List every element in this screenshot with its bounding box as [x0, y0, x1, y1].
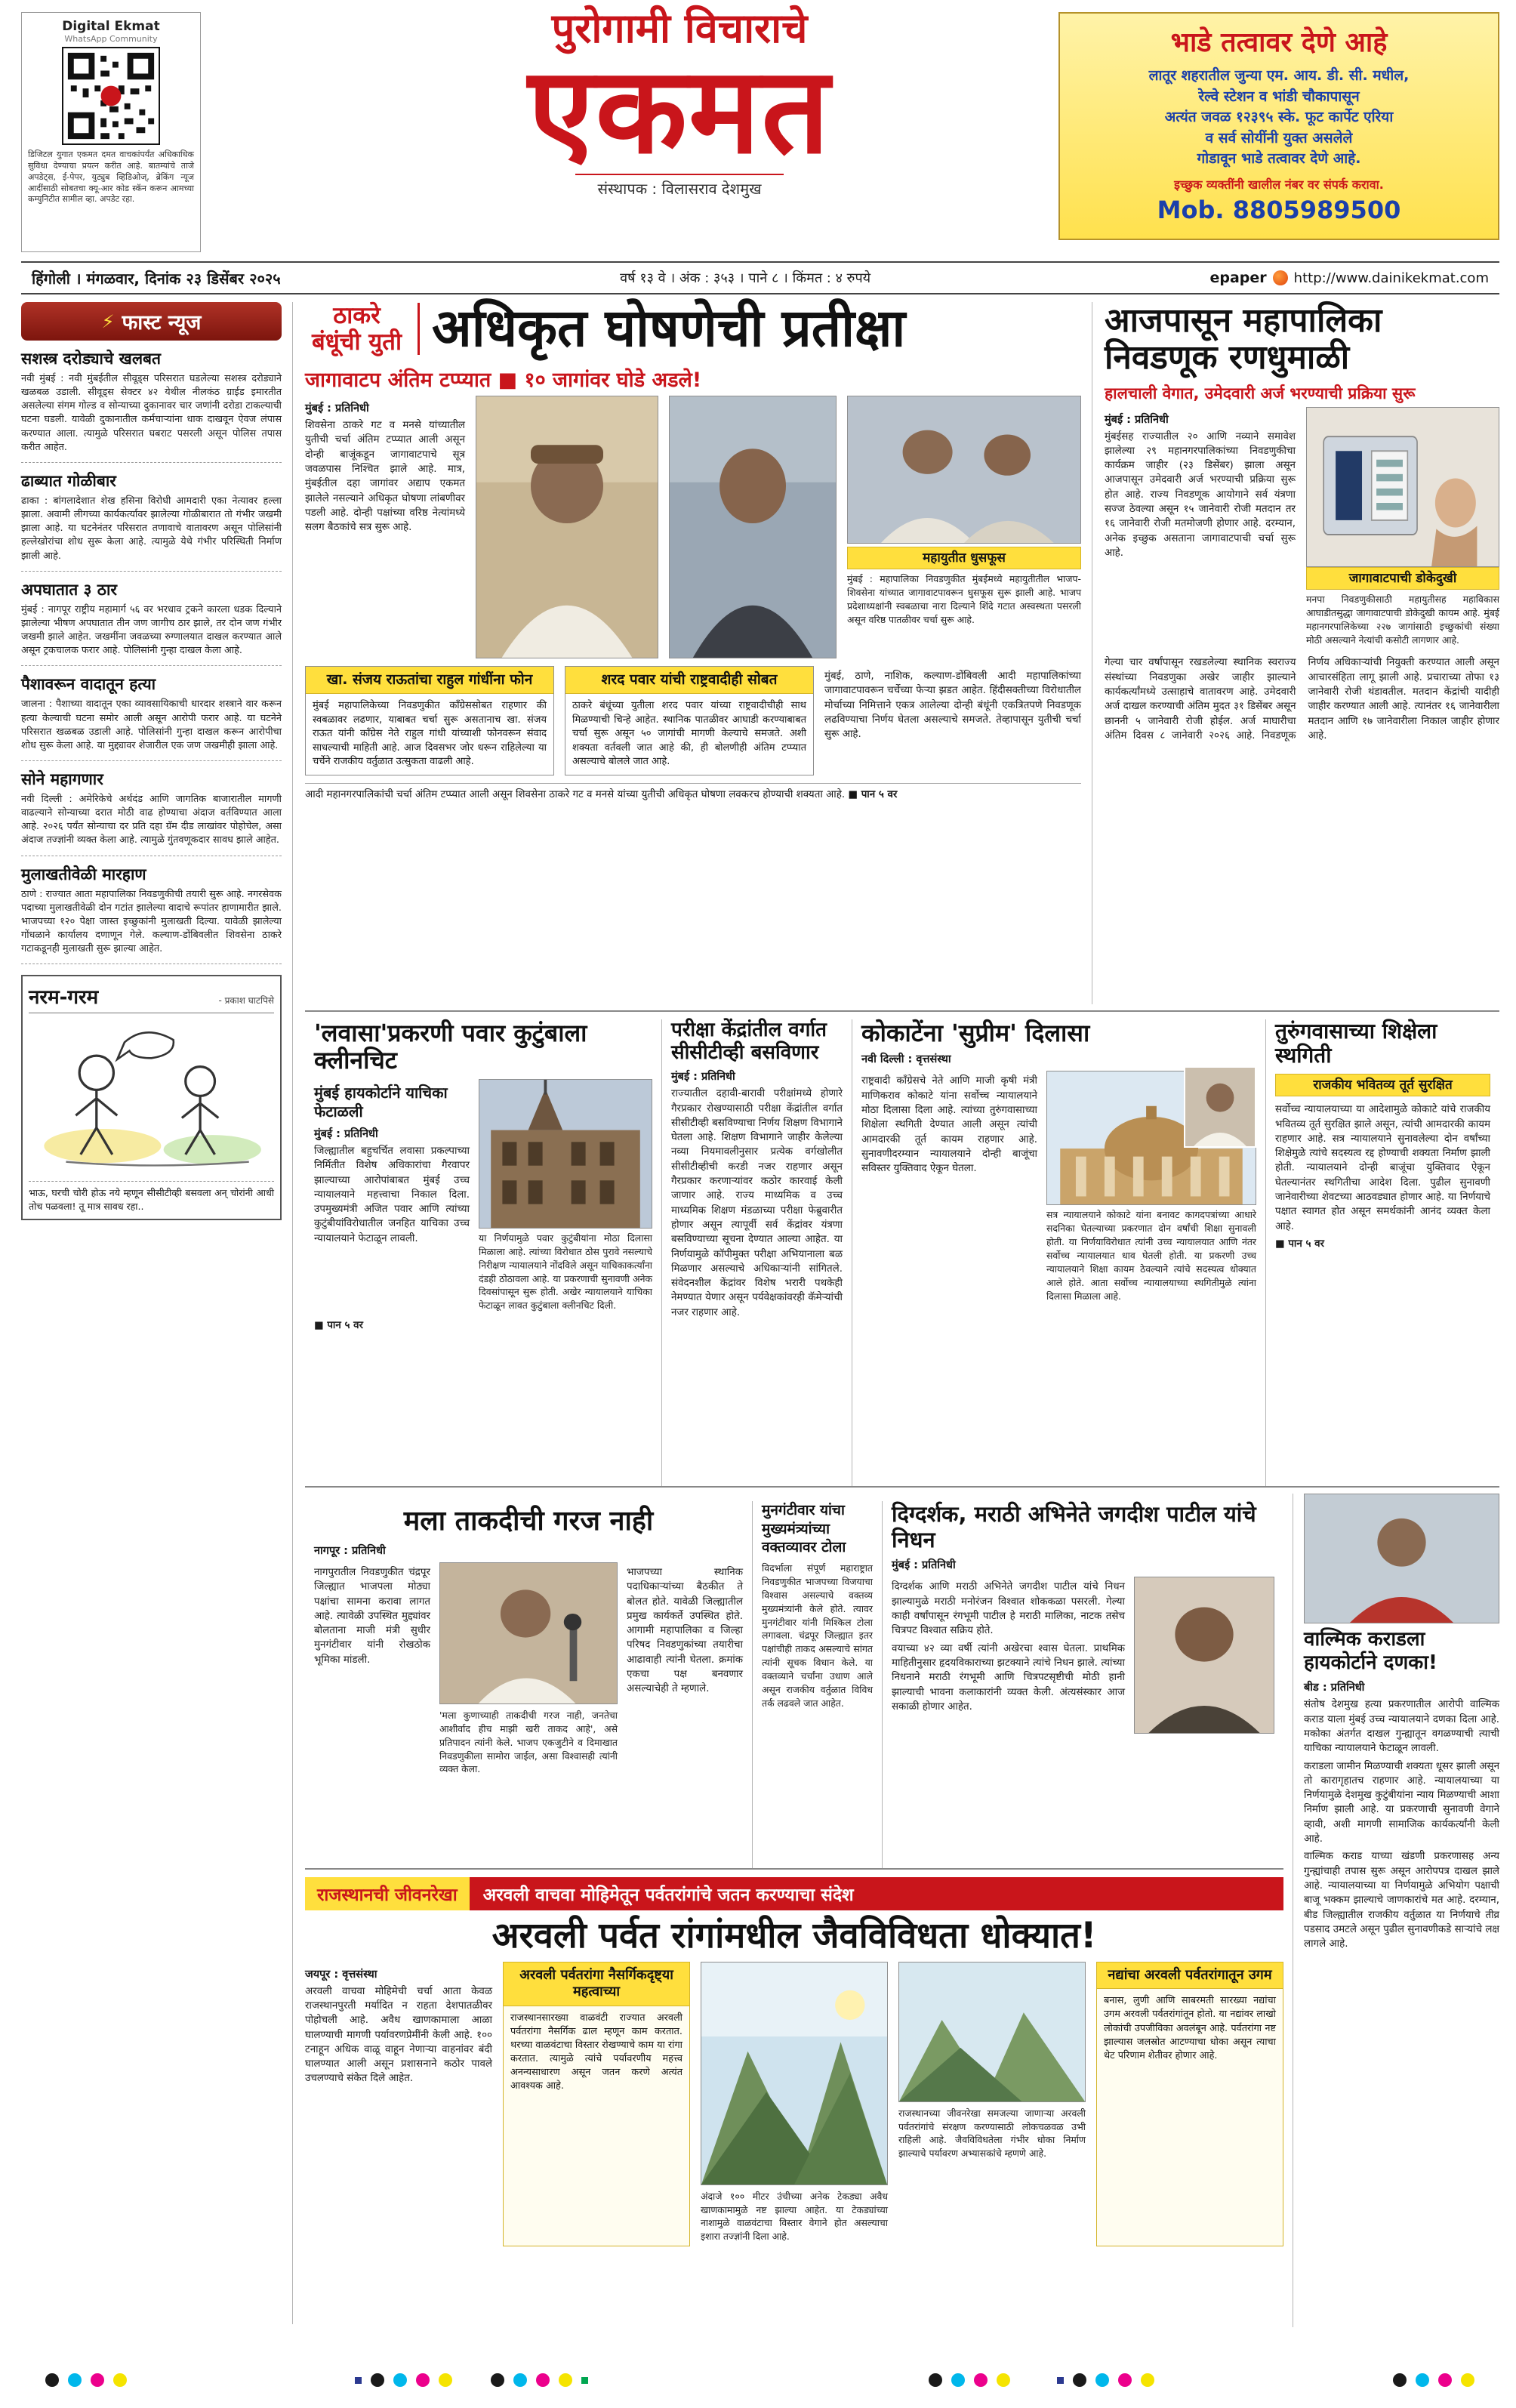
cctv-article: [661, 1019, 852, 1486]
aravali-article: [305, 1877, 1283, 2327]
aravali-strip: [305, 1877, 1283, 1910]
aravali-rivers-box: [1096, 1962, 1283, 2246]
masthead-tagline: पुरोगामी विचाराचे: [551, 5, 808, 52]
obituary-article: [882, 1501, 1283, 1868]
color-registration-marks: [491, 2373, 588, 2387]
civic-byline: मुंबई : प्रतिनिधी: [1105, 413, 1169, 426]
aravali-box-body: राजस्थानसारख्या वाळवंटी राज्यात अरवली पर्वतरांगा नैसर्गिक ढाल म्हणून काम करतात. थरच्या वाळवंटाचा विस्तार रोखण्याचे काम या रांगा करतात. त्यामुळे त्यांचे पर्यावरणीय महत्त्व अनन्यसाधारण असून जतन करणे अत्यंत आवश्यक आहे.: [510, 2012, 683, 2092]
aravali-body: अरवली वाचवा मोहिमेची चर्चा आता केवळ राजस्थानपुरती मर्यादित न राहता देशपातळीवर पोहोचली आहे. अवैध खाणकामाला आळा घालण्याची मागणी पर्यावरणप्रेमींनी केली आहे. १०० टनाहून अधिक वाळू वाहून नेणाऱ्या वाहनांवर बंदी घालण्यात आली असून प्रशासनाने कठोर पावले उचलण्याचे संकेत दिले आहेत.: [305, 1985, 492, 2085]
color-registration-marks: [45, 2373, 127, 2387]
municipal-election-article: [1092, 302, 1499, 1004]
masthead-founder-line: संस्थापक : विलासराव देशमुख: [575, 174, 784, 199]
strength-byline: नागपूर : प्रतिनिधी: [314, 1545, 386, 1557]
civic-body-continued: गेल्या चार वर्षांपासून रखडलेल्या स्थानिक स्वराज्य संस्थांच्या निवडणुका अखेर जाहीर झाल्याने कार्यकर्त्यांमध्ये उत्साहाचे वातावरण आहे. उमेदवारी अर्ज दाखल करण्याची अंतिम मुदत ३१ डिसेंबर असून छाननी ५ जानेवारी रोजी होईल. अर्ज माघारीचा अंतिम दिवस ८ जानेवारी २०२६ आहे. निवडणूक निर्णय अधिकाऱ्यांची नियुक्ती करण्यात आली असून आचारसंहिता लागू झाली आहे. प्रचाराच्या तोफा १३ जानेवारी रोजी थंडावतील. मतदान केंद्रांची यादीही जाहीर करण्यात आली आहे. त्यानंतर १६ जानेवारीला मतदान आणि १७ जानेवारीला निकाल जाहीर होणार आहे.: [1105, 657, 1499, 742]
fast-news-item: [21, 572, 282, 667]
sub-story-body: मुंबई महापालिकेच्या निवडणुकीत काँग्रेससोबत राहणार की स्वबळावर लढणार, याबाबत चर्चा सुरू असतानाच खा. संजय राऊत यांनी काँग्रेस नेते राहुल गांधी यांच्याशी फोनवरून संवाद साधल्याची माहिती आहे. आज दिवसभर जोर धरून राहिलेल्या या चर्चेने राजकीय वर्तुळात उत्सुकता वाढली आहे.: [313, 700, 547, 768]
ad-mobile-number: Mob. 8805989500: [1157, 195, 1401, 224]
color-registration-marks: [355, 2373, 452, 2387]
karad-article: [1293, 1494, 1499, 2327]
fast-news-body: नवी मुंबई : नवी मुंबईतील सीवूड्स परिसरात घडलेल्या सशस्त्र दरोड्याने खळबळ उडाली. सीवूड्स सेक्टर ४२ येथील नीलकंठ ग्राईड इमारतीत असलेल्या संगम गोल्ड व सोन्याच्या दुकानावर चार जणांनी दरोडा टाकल्याची घटना घडली. यावेळी दुकानातील कर्मचाऱ्यांना धाक दाखवून ऐवज लंपास करण्यात आला. त्यामुळे परिसरात घबराट पसरली असून पोलिस तपास करीत आहेत.: [21, 373, 282, 453]
sub-story-raut-phone: [305, 666, 554, 775]
portrait-silhouette: [670, 396, 836, 658]
lead-body: शिवसेना ठाकरे गट व मनसे यांच्यातील युतीची चर्चा अंतिम टप्प्यात आली असून दोन्ही बाजूंकडून जागावाटपाचे सूत्र जवळपास निश्चित झाले आहे. मात्र, मुंबईतील दहा जागांवर अद्याप एकमत झालेले नसल्याने अधिकृत घोषणा लांबणीवर पडली आहे. दोन्ही पक्षांच्या वरिष्ठ नेत्यांमध्ये सलग बैठकांचे सत्र सुरू आहे.: [305, 420, 465, 534]
fast-news-body: ढाका : बांगलादेशात शेख हसिना विरोधी आमदारी एका नेत्यावर हल्ला झाला. अवामी लीगच्या कार्यकर्त्यावर झालेल्या गोळीबारात तो गंभीर जखमी झाला आहे. या घटनेनंतर परिसरात तणावाचे वातावरण असून पोलिसांनी हल्लेखोरांचा शोध सुरू केला आहे. त्यामुळे येथे गंभीर परिस्थिती निर्माण झाली आहे.: [21, 495, 282, 562]
fast-news-sidebar: [21, 302, 293, 2324]
epaper-label: epaper: [1209, 270, 1267, 286]
lead-footer-text: आदी महानगरपालिकांची चर्चा अंतिम टप्प्यात आली असून शिवसेना ठाकरे गट व मनसे यांच्या युतीची अधिकृत घोषणा लवकरच होण्याची शक्यता आहे.: [305, 788, 846, 800]
kokate-body-continued: सत्र न्यायालयाने कोकाटे यांना बनावट कागदपत्रांच्या आधारे सदनिका घेतल्याच्या प्रकरणात दोन वर्षांची शिक्षा सुनावली होती. या निर्णयाविरोधात त्यांनी उच्च न्यायालयात आणि नंतर सर्वोच्च न्यायालयात धाव घेतली होती. या प्रकरणी उच्च न्यायालयाने शिक्षा कायम ठेवल्याने त्यांचे सदस्यत्व धोक्यात आले होते. आता सर्वोच्च न्यायालयाच्या स्थगितीमुळे त्यांना दिलासा मिळाला आहे.: [1046, 1209, 1256, 1302]
cctv-headline: परीक्षा केंद्रांतील वर्गात सीसीटीव्ही बसविणार: [671, 1019, 827, 1064]
civic-subhead: हालचाली वेगात, उमेदवारी अर्ज भरण्याची प्रक्रिया सुरू: [1105, 384, 1416, 402]
lead-byline: मुंबई : प्रतिनिधी: [305, 402, 369, 415]
photo-sudhir-munguntiwar: [439, 1562, 618, 1704]
photo-high-court-building: [479, 1079, 652, 1229]
strength-body: नागपुरातील निवडणुकीत चंद्रपूर जिल्ह्यात भाजपला मोठ्या पक्षांचा सामना करावा लागत आहे. त्यावेळी उपस्थित मुद्द्यांवर बोलताना माजी मंत्री सुधीर मुनगंटीवार यांनी रोखठोक भूमिका मांडली.: [314, 1567, 430, 1666]
taunt-body: विदर्भाला संपूर्ण महाराष्ट्रात निवडणुकीत भाजपच्या विजयाचा विश्वास असल्याचे वक्तव्य मुख्यमंत्र्यांनी केले होते. त्यावर मुनगंटीवार यांनी मिश्किल टोला लगावला. चंद्रपूर जिल्ह्यात इतर पक्षांचीही ताकद असल्याचे सांगत त्यांनी सूचक विधान केले. या वक्तव्याने चर्चांना उधाण आले असून राजकीय वर्तुळात विविध तर्क लढवले जात आहेत.: [762, 1562, 873, 1709]
epaper-globe-icon: [1273, 270, 1288, 285]
digital-box-subtitle: WhatsApp Community: [64, 34, 158, 44]
evm-photo-note: मनपा निवडणुकीसाठी महायुतीसह महाविकास आघाडीतसुद्धा जागावाटपाची डोकेदुखी कायम आहे. मुंबई महानगरपालिकेच्या २२७ जागांसाठी इच्छुकांची संख्या मोठी असल्याने नेत्यांची कसोटी लागणार आहे.: [1306, 593, 1499, 646]
jump-to-page: ■ पान ५ वर: [1275, 1238, 1325, 1250]
lavasa-body-continued: या निर्णयामुळे पवार कुटुंबीयांना मोठा दिलासा मिळाला आहे. त्यांच्या विरोधात ठोस पुरावे नसल्याचे निरीक्षण न्यायालयाने नोंदविले असून याचिकाकर्त्यांना दंडही ठोठावला आहे. या प्रकरणाची सुनावणी अनेक दिवसांपासून सुरू होती. अखेर न्यायालयाने याचिका फेटाळून लावत कुटुंबाला क्लीनचिट दिली.: [479, 1232, 652, 1312]
two-person-silhouette: [848, 396, 1080, 543]
cartoon-title: नरम-गरम: [29, 986, 99, 1010]
digital-box-body: डिजिटल युगात एकमत दमत वाचकांपर्यंत अधिकाधिक सुविधा देण्याचा प्रयत्न करीत आहे. बातम्यांचे ताजे अपडेट्स, ई-पेपर, युट्युब व्हिडिओज्, ब्रेकिंग न्यूज आदींसाठी सोबतचा क्यू-आर कोड स्कॅन करून आमच्या कम्युनिटीत सामील व्हा. अपडेट रहा.: [28, 150, 194, 205]
karad-body-3: वाल्मिक कराड याच्या खंडणी प्रकरणासह अन्य गुन्ह्यांचाही तपास सुरू असून आरोपपत्र दाखल झाले आहे. न्यायालयाच्या या निर्णयामुळे अभियोग पक्षाची बाजू भक्कम झाल्याचे जाणकारांचे मत आहे. दरम्यान, बीड जिल्ह्यातील राजकीय वर्तुळात या निर्णयाचे तीव्र पडसाद उमटले असून पुढील सुनावणीकडे साऱ्यांचे लक्ष लागले आहे.: [1304, 1851, 1499, 1950]
lower-articles-row: [305, 1494, 1283, 1870]
lavasa-subhead: मुंबई हायकोर्टाने याचिका फेटाळली: [314, 1083, 448, 1121]
middle-articles-row: [305, 1010, 1499, 1488]
fast-news-item: [21, 761, 282, 856]
fast-news-headline: अपघातात ३ ठार: [21, 580, 117, 599]
fast-news-title: फास्ट न्यूज: [122, 311, 202, 335]
mini-story-label: महायुतीत धुसफूस: [847, 547, 1081, 569]
sub-story-body: ठाकरे बंधूंच्या युतीला शरद पवार यांच्या राष्ट्रवादीचीही साथ मिळण्याची चिन्हे आहेत. स्थानिक पातळीवर आघाडी करण्याबाबत चर्चा सुरू असून ५० जागांची मागणी केल्याचे समजते. अशी शक्यता वर्तवली जात आहे की, ही बोलणीही अंतिम टप्प्यात असल्याचे बोलले जात आहे.: [572, 700, 806, 768]
cartoon-credit: - प्रकाश घाटपिसे: [218, 995, 274, 1007]
mountain-illustration: [899, 1962, 1085, 2101]
portrait-silhouette: [476, 396, 658, 658]
cctv-byline: मुंबई : प्रतिनिधी: [671, 1071, 735, 1084]
photo-manikrao-kokate: [1184, 1066, 1256, 1148]
photo-mahayuti-leaders: [847, 396, 1081, 544]
fast-news-body: मुंबई : नागपूर राष्ट्रीय महामार्ग ५६ वर भरधाव ट्रकने कारला धडक दिल्याने झालेल्या भीषण अपघातात तीन जण जागीच ठार झाले, तर दोन जण गंभीर जखमी झाले आहेत. जखमींना जवळच्या रुग्णालयात दाखल करण्यात आले असून ट्रकचालक फरार आहे. पोलिसांनी गुन्हा दाखल केला आहे.: [21, 603, 282, 657]
edition-date: हिंगोली । मंगळवार, दिनांक २३ डिसेंबर २०२५: [32, 269, 281, 288]
civic-body: मुंबईसह राज्यातील २० आणि नव्याने समावेश झालेल्या २९ महानगरपालिकांच्या निवडणुकीचा कार्यक्रम जाहीर (२३ डिसेंबर) झाला असून आजपासून उमेदवारी अर्ज भरण्याची प्रक्रिया सुरू होत आहे. राज्य निवडणूक आयोगाने सर्व यंत्रणा सज्ज ठेवल्या असून १५ जानेवारी रोजी मतदान तर १६ जानेवारी रोजी मतमोजणी होणार आहे. दरम्यान, अनेक इच्छुक असताना जागावाटपाची चर्चा सुरू आहे.: [1105, 430, 1296, 559]
lavasa-article: [305, 1019, 661, 1486]
obituary-body: दिग्दर्शक आणि मराठी अभिनेते जगदीश पाटील यांचे निधन झाल्यामुळे मराठी मनोरंजन विश्वात शोककळा पसरली. गेल्या काही वर्षांपासून रंगभूमी पाटील हे मराठी मालिका, नाटक तसेच चित्रपट विश्वात सक्रिय होते.: [892, 1581, 1125, 1637]
color-registration-marks: [1393, 2373, 1474, 2387]
qr-code-icon[interactable]: [62, 47, 160, 145]
strength-body-continued: भाजपच्या स्थानिक पदाधिकाऱ्यांच्या बैठकीत ते बोलत होते. यावेळी जिल्ह्यातील प्रमुख कार्यकर्ते उपस्थित होते. आगामी महापालिका व जिल्हा परिषद निवडणुकांच्या तयारीचा आढावाही त्यांनी घेतला. क्रमांक एकचा पक्ष बनवणार असल्याचेही ते म्हणाले.: [627, 1567, 743, 1695]
aravali-box-headline: अरवली पर्वतरांगा नैसर्गिकदृष्ट्या महत्वाच्या: [504, 1962, 689, 2006]
ad-line: अत्यंत जवळ १२३९५ स्के. फूट कार्पेट एरिया: [1164, 109, 1394, 126]
fast-news-item: [21, 463, 282, 572]
lead-subhead: जागावाटप अंतिम टप्प्यात ■ १० जागांवर घोडे अडले!: [305, 368, 702, 393]
strip-label: राजस्थानची जीवनरेखा: [305, 1877, 470, 1910]
sub-story-headline: खा. संजय राऊतांचा राहुल गांधींना फोन: [306, 667, 553, 694]
strip-text: अरवली वाचवा मोहिमेतून पर्वतरांगांचे जतन करण्याचा संदेश: [470, 1877, 1283, 1910]
mini-story-body: मुंबई : महापालिका निवडणुकीत मुंबईमध्ये महायुतीतील भाजप-शिवसेना यांच्यात जागावाटपावरून धुसफूस सुरू झाली आहे. भाजप प्रदेशाध्यक्षांनी स्वबळाचा नारा दिल्याने शिंदे गटात अस्वस्थता पसरली असून वरिष्ठ पातळीवर चर्चा सुरू आहे.: [847, 573, 1081, 626]
aravali-box-body: बनास, लुणी आणि साबरमती सारख्या नद्यांचा उगम अरवली पर्वतरांगांतून होतो. या नद्यांवर लाखो लोकांची उपजीविका अवलंबून आहे. पर्वतरांगा नष्ट झाल्यास जलस्रोत आटण्याचा धोका असून त्याचा थेट परिणाम शेतीवर होणार आहे.: [1104, 1995, 1276, 2061]
aravali-photo1-text: अंदाजे १०० मीटर उंचीच्या अनेक टेकड्या अवैध खाणकामामुळे नष्ट झाल्या आहेत. या टेकड्यांच्या नाशामुळे वाळवंटाचा विस्तार वेगाने होत असल्याचा इशारा तज्ज्ञांनी दिला आहे.: [701, 2190, 888, 2243]
cartoon-box: [21, 975, 282, 1220]
karad-body: संतोष देशमुख हत्या प्रकरणातील आरोपी वाल्मिक कराड याला मुंबई उच्च न्यायालयाने दणका दिला आहे. मकोका अंतर्गत दाखल गुन्ह्यातून वगळण्याची त्याची याचिका न्यायालयाने फेटाळून लावली.: [1304, 1699, 1499, 1755]
obituary-byline: मुंबई : प्रतिनिधी: [892, 1559, 956, 1572]
masthead-title: एकमत: [528, 41, 831, 180]
issue-info: वर्ष १३ वे । अंक : ३५३ । पाने ८ । किंमत : ४ रुपये: [620, 270, 871, 286]
ad-line: रेल्वे स्टेशन व भांडी चौकापासून: [1198, 88, 1360, 105]
fast-news-body: जालना : पैशाच्या वादातून एका व्यावसायिकाची धारदार शस्त्राने वार करून हत्या केल्याची घटना समोर आली असून आरोपी फरार आहे. या घटनेने परिसरात खळबळ उडाली आहे. पोलिसांनी गुन्हा दाखल करून आरोपीचा शोध सुरू केला आहे. या मुद्द्यावर शेजारील एक जण जखमीही झाला आहे.: [21, 698, 282, 751]
ad-title: भाडे तत्वावर देणे आहे: [1170, 27, 1388, 58]
cctv-body: राज्यातील दहावी-बारावी परीक्षांमध्ये होणारे गैरप्रकार रोखण्यासाठी परीक्षा केंद्रांतील वर्गात सीसीटीव्ही बसविण्याचा निर्णय शिक्षण विभागाने घेतला आहे. शिक्षण विभागाने जाहीर केलेल्या नव्या नियमावलीनुसार प्रत्येक वर्गखोलीत सीसीटीव्हीची करडी नजर राहणार असून गैरप्रकार करणाऱ्यांवर कठोर कारवाई केली जाणार आहे. राज्य माध्यमिक व उच्च माध्यमिक शिक्षण मंडळाच्या परीक्षा फेब्रुवारीत होणार असून त्यापूर्वी सर्व केंद्रांवर यंत्रणा बसविण्याच्या सूचना देण्यात आल्या आहेत. या निर्णयामुळे कॉपीमुक्त परीक्षा अभियानाला बळ मिळणार असल्याचे अधिकाऱ्यांनी सांगितले. संवेदनशील केंद्रांवर विशेष भरारी पथकेही नेमण्यात येणार असून पर्यवेक्षकांवरही कॅमेऱ्यांची नजर राहणार आहे.: [671, 1088, 843, 1318]
photo-evm-machine: [1306, 407, 1499, 567]
munguntiwar-article: [305, 1501, 752, 1868]
mountain-illustration: [701, 1962, 887, 2184]
photo-uddhav-thackeray: [476, 396, 658, 658]
fast-news-headline: ढाब्यात गोळीबार: [21, 471, 116, 490]
ad-line: गोडावून भाडे तत्वावर देणे आहे.: [1197, 150, 1361, 168]
portrait-silhouette: [1135, 1577, 1274, 1733]
sub-story-headline: शरद पवार यांची राष्ट्रवादीही सोबत: [565, 667, 813, 694]
cartoon-caption: भाऊ, घरची चोरी होऊ नये म्हणून सीसीटीव्ही बसवला अन् चोरांनी आधी तोच पळवला! तू मात्र सावध रहा..: [29, 1181, 274, 1213]
ad-line: लातूर शहरातील जुन्या एम. आय. डी. सी. मधील,: [1148, 67, 1410, 84]
lavasa-byline: मुंबई : प्रतिनिधी: [314, 1127, 378, 1140]
fast-news-item: [21, 856, 282, 965]
fast-news-headline: सोने महागणार: [21, 769, 103, 788]
fast-news-header: [21, 302, 282, 341]
obituary-headline: दिग्दर्शक, मराठी अभिनेते जगदीश पाटील यांचे निधन: [892, 1501, 1256, 1553]
fast-news-body: नवी दिल्ली : अमेरिकेचे अर्थदंड आणि जागतिक बाजारातील मागणी वाढल्याने सोन्याच्या दरात मोठी वाढ होण्याचा अंदाज वर्तविण्यात आला आहे. २०२६ पर्यंत सोन्याचा दर प्रति दहा ग्रॅम दीड लाखांवर पोहोचेल, असा अंदाज तज्ज्ञांनी व्यक्त केला आहे. त्यामुळे गुंतवणूकदार सावध झाले आहेत.: [21, 793, 282, 846]
karad-byline: बीड : प्रतिनिधी: [1304, 1682, 1365, 1694]
lavasa-headline: 'लवासा'प्रकरणी पवार कुटुंबाला क्लीनचिट: [314, 1019, 587, 1075]
fast-news-headline: मुलाखतीवेळी मारहाण: [21, 865, 146, 883]
fast-news-body: ठाणे : राज्यात आता महापालिका निवडणुकीची तयारी सुरू आहे. नगरसेवक पदाच्या मुलाखतीवेळी दोन गटांत झालेल्या वादाचे रूपांतर हाणामारीत झाले. भाजपच्या १२० पेक्षा जास्त इच्छुकांनी मुलाखती दिल्या. यावेळी झालेल्या गोंधळाने कार्यालय दणाणून गेले. कल्याण-डोंबिवलीत शिवसेना ठाकरे गटाकडूनही मुलाखती सुरू झाल्या आहेत.: [21, 888, 282, 955]
aravali-box-headline: नद्यांचा अरवली पर्वतरांगातून उगम: [1097, 1962, 1283, 1990]
stay-jump-line: [1275, 1237, 1490, 1251]
speaker-silhouette: [440, 1563, 617, 1703]
digital-box-title: Digital Ekmat: [62, 19, 160, 34]
photo-walmik-karad: [1304, 1494, 1499, 1623]
kokate-headline: कोकाटेंना 'सुप्रीम' दिलासा: [861, 1019, 1090, 1047]
stay-headline: तुरुंगवासाच्या शिक्षेला स्थगिती: [1275, 1019, 1437, 1068]
rental-advertisement: [1058, 12, 1499, 240]
aravali-byline: जयपूर : वृत्तसंस्था: [305, 1968, 377, 1981]
portrait-silhouette: [1305, 1494, 1499, 1623]
fast-news-item: [21, 341, 282, 463]
taunt-headline: मुनगंटीवार यांचा मुख्यमंत्र्यांच्या वक्तव्यावर टोला: [762, 1502, 846, 1556]
aravali-importance-box: [503, 1962, 690, 2246]
strength-headline: मला ताकदीची गरज नाही: [403, 1506, 654, 1537]
photo-aravali-hills-2: [898, 1962, 1086, 2102]
photo-jagdish-patil: [1134, 1577, 1274, 1734]
photo-raj-thackeray: [669, 396, 837, 658]
evm-illustration: [1307, 408, 1499, 566]
ad-line: व सर्व सोयींनी युक्त असलेले: [1205, 129, 1353, 146]
jump-to-page: ■ पान ५ वर: [848, 788, 898, 800]
lavasa-body: जिल्ह्यातील बहुचर्चित लवासा प्रकल्पाच्या निर्मितीत विशेष अधिकारांचा गैरवापर झाल्याच्या आरोपांबाबत मुंबई उच्च न्यायालयाने महत्त्वाचा निकाल दिला. उपमुख्यमंत्री अजित पवार आणि त्यांच्या कुटुंबीयांविरोधातील जनहित याचिका उच्च न्यायालयाने फेटाळून लावली.: [314, 1145, 470, 1244]
fast-news-item: [21, 666, 282, 761]
stay-subhead: राजकीय भवितव्य तूर्त सुरक्षित: [1275, 1074, 1490, 1096]
website-link[interactable]: http://www.dainikekmat.com: [1293, 270, 1489, 286]
masthead: [310, 5, 1049, 199]
taunt-column: [752, 1501, 882, 1868]
fast-news-headline: सशस्त्र दरोड्याचे खलबत: [21, 350, 162, 368]
civic-headline: आजपासून महापालिका निवडणूक रणधुमाळी: [1105, 301, 1382, 378]
aravali-headline: अरवली पर्वत रांगांमधील जैवविविधता धोक्यात!: [491, 1915, 1097, 1956]
lead-headline: अधिकृत घोषणेची प्रतीक्षा: [432, 298, 906, 359]
color-registration-marks: [929, 2373, 1010, 2387]
kokate-byline: नवी दिल्ली : वृत्तसंस्था: [861, 1053, 951, 1066]
lead-footer: [305, 783, 1081, 803]
lead-article: [305, 298, 1081, 1004]
evm-photo-label: जागावाटपाची डोकेदुखी: [1306, 567, 1499, 590]
fast-news-headline: पैशावरून वादातून हत्या: [21, 675, 156, 694]
kokate-body: राष्ट्रवादी काँग्रेसचे नेते आणि माजी कृषी मंत्री माणिकराव कोकाटे यांना सर्वोच्च न्यायालयाने मोठा दिलासा दिला आहे. त्यांच्या तुरुंगवासाच्या शिक्षेला स्थगिती देण्यात आली असून त्यांची आमदारकी तूर्त कायम राहणार आहे. सुनावणीदरम्यान न्यायालयाने दोन्ही बाजूंचा सविस्तर युक्तिवाद ऐकून घेतला.: [861, 1075, 1037, 1175]
strength-body-mid: 'मला कुणाच्याही ताकदीची गरज नाही, जनतेचा आशीर्वाद हीच माझी खरी ताकद आहे', असे प्रतिपादन त्यांनी केले. भाजप एकजुटीने व दिमाखात निवडणुकीला सामोरा जाईल, असा विश्वासही त्यांनी व्यक्त केला.: [439, 1710, 618, 1775]
obituary-body-continued: वयाच्या ४२ व्या वर्षी त्यांनी अखेरचा श्वास घेतला. प्राथमिक माहितीनुसार हृदयविकाराच्या झटक्याने त्यांचे निधन झाले. त्यांच्या निधनाने मराठी रंगभूमी आणि चित्रपटसृष्टीची मोठी हानी झाल्याची भावना कलाकारांनी व्यक्त केली. अंत्यसंस्कार आज सकाळी होणार आहेत.: [892, 1642, 1125, 1713]
karad-headline: वाल्मिक कराडला हायकोर्टाने दणका!: [1304, 1628, 1437, 1675]
aravali-photo2-text: राजस्थानच्या जीवनरेखा समजल्या जाणाऱ्या अरवली पर्वतरांगांचे संरक्षण करण्यासाठी लोकचळवळ उभी राहिली आहे. जैवविविधतेला गंभीर धोका निर्माण झाल्याचे पर्यावरण अभ्यासकांचे म्हणणे आहे.: [898, 2107, 1086, 2160]
kokate-article: [852, 1019, 1265, 1486]
sentence-stay-article: [1265, 1019, 1499, 1486]
lead-body-continued: मुंबई, ठाणे, नाशिक, कल्याण-डोंबिवली आदी महापालिकांच्या जागावाटपावरून चर्चेच्या फेऱ्या झडत आहेत. हिंदीसक्तीच्या विरोधातील मोर्चाच्या निमित्ताने एकत्र आलेल्या दोन्ही बंधूंनी एकत्रितपणे निवडणूक लढविण्याचा निर्णय घेतला असल्याचे समजते. तेव्हापासून युतीची चर्चा सुरू आहे.: [824, 671, 1081, 741]
lead-kicker: ठाकरे बंधूंची युती: [305, 303, 420, 355]
portrait-silhouette: [1185, 1068, 1255, 1146]
photo-aravali-hills-1: [701, 1962, 888, 2185]
karad-body-2: कराडला जामीन मिळण्याची शक्यता धूसर झाली असून तो कारागृहातच राहणार आहे. न्यायालयाच्या या निर्णयामुळे देशमुख कुटुंबीयांना न्याय मिळण्याची आशा निर्माण झाली आहे. या प्रकरणाची सुनावणी वेगाने व्हावी, अशी मागणी सामाजिक कार्यकर्त्यांनी केली आहे.: [1304, 1760, 1499, 1845]
stay-body: सर्वोच्च न्यायालयाच्या या आदेशामुळे कोकाटे यांचे राजकीय भवितव्य तूर्त सुरक्षित झाले असून, त्यांची आमदारकी कायम राहणार आहे. सत्र न्यायालयाने सुनावलेल्या दोन वर्षांच्या शिक्षेमुळे त्यांचे सदस्यत्व रद्द होण्याची शक्यता निर्माण झाली होती. न्यायालयाने दोन्ही बाजूंचा युक्तिवाद ऐकून घेतल्यानंतर स्थगितीचा आदेश दिला. पुढील सुनावणी जानेवारीच्या शेवटच्या आठवड्यात होणार आहे. या निर्णयाचे पक्षात स्वागत होत असून समर्थकांनी आनंद व्यक्त केला आहे.: [1275, 1104, 1490, 1232]
digital-ekmat-box: [21, 12, 201, 252]
ad-contact-line: इच्छुक व्यक्तींनी खालील नंबर वर संपर्क करावा.: [1174, 177, 1384, 192]
cartoon-illustration: [29, 1018, 274, 1176]
sub-story-pawar-support: [565, 666, 814, 775]
color-registration-marks: [1057, 2373, 1154, 2387]
flash-icon: ⚡: [101, 310, 115, 332]
lavasa-jump-line: [314, 1318, 652, 1333]
mahayuti-mini-story: [847, 396, 1081, 658]
court-building-illustration: [479, 1080, 652, 1228]
dateline-bar: [21, 261, 1499, 294]
jump-to-page: ■ पान ५ वर: [314, 1320, 364, 1332]
